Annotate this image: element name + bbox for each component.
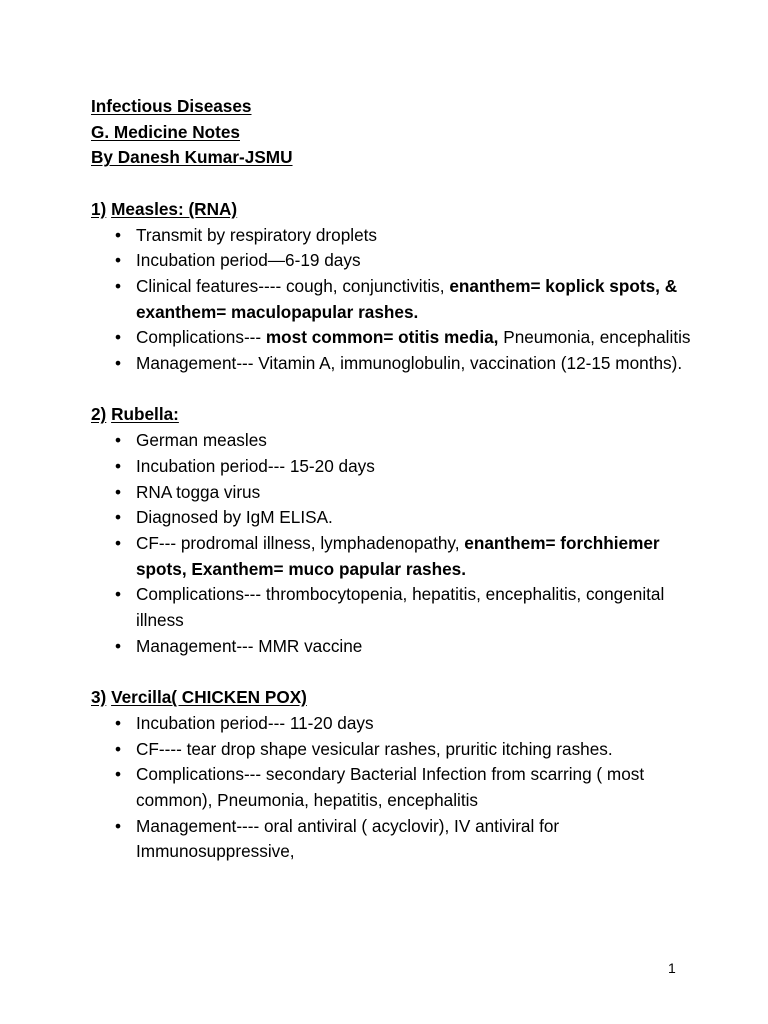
bullet-item [91,762,691,813]
bullet-item [91,634,691,660]
sections-container [91,197,691,865]
bullet-item [91,737,691,763]
bullet-text: Clinical features---- cough, conjunctivitis, [136,275,450,296]
bullet-item [91,711,691,737]
bullet-dot-icon: • [115,250,122,271]
section-number: 2) [91,404,107,425]
section-title: Rubella: [111,404,179,425]
bullet-dot-icon: • [115,532,122,553]
bullet-text: RNA togga virus [136,481,261,502]
bullet-item [91,531,691,582]
bullet-text-bold: enanthem= forchhiemer spots, Exanthem= muco papular rashes. [136,532,660,579]
bullet-item [91,223,691,249]
bullet-item [91,454,691,480]
header-spacer [91,171,691,197]
bullet-dot-icon: • [115,275,122,296]
bullet-item [91,814,691,865]
section-title: Vercilla( CHICKEN POX) [111,687,307,708]
bullet-item [91,325,691,351]
document-page [91,94,691,865]
bullet-item [91,428,691,454]
document-subtitle: G. Medicine Notes [91,121,240,142]
bullet-text: CF--- prodromal illness, lymphadenopathy, [136,532,465,553]
bullet-list [91,711,691,865]
bullet-dot-icon: • [115,764,122,785]
bullet-dot-icon: • [115,738,122,759]
bullet-list [91,428,691,659]
section-number: 1) [91,198,107,219]
bullet-text: German measles [136,430,267,451]
section [91,685,691,865]
bullet-text: Management--- Vitamin A, immunoglobulin, vaccination (12-15 months). [136,353,683,374]
bullet-item [91,248,691,274]
section-number: 3) [91,687,107,708]
bullet-dot-icon: • [115,584,122,605]
page-number: 1 [668,960,676,976]
bullet-dot-icon: • [115,430,122,451]
section-title: Measles: (RNA) [111,198,238,219]
bullet-dot-icon: • [115,481,122,502]
section [91,197,691,377]
bullet-text: Management--- MMR vaccine [136,635,363,656]
bullet-item [91,351,691,377]
bullet-text: CF---- tear drop shape vesicular rashes, pruritic itching rashes. [136,738,613,759]
bullet-dot-icon: • [115,353,122,374]
document-title: Infectious Diseases [91,96,252,116]
section-spacer [91,377,691,403]
bullet-item [91,480,691,506]
bullet-text: Incubation period--- 11-20 days [136,712,374,733]
bullet-list [91,223,691,377]
bullet-text: Complications--- thrombocytopenia, hepatitis, encephalitis, congenital illness [136,584,665,631]
bullet-item [91,505,691,531]
bullet-dot-icon: • [115,507,122,528]
bullet-dot-icon: • [115,815,122,836]
section-heading [91,197,691,223]
bullet-text: Diagnosed by IgM ELISA. [136,507,333,528]
bullet-text: Complications--- [136,327,266,348]
bullet-dot-icon: • [115,712,122,733]
section-heading [91,685,691,711]
bullet-text: Pneumonia, encephalitis [498,327,691,348]
bullet-dot-icon: • [115,224,122,245]
bullet-text: Complications--- secondary Bacterial Infection from scarring ( most common), Pneumonia, hepatitis, encephalitis [136,764,645,810]
section-heading [91,402,691,428]
bullet-text-bold: enanthem= koplick spots, & exanthem= maculopapular rashes. [136,275,678,322]
bullet-dot-icon: • [115,327,122,348]
bullet-text: Incubation period--- 15-20 days [136,455,375,476]
bullet-dot-icon: • [115,635,122,656]
section [91,402,691,659]
bullet-text: Transmit by respiratory droplets [136,224,378,245]
document-author: By Danesh Kumar-JSMU [91,147,293,168]
bullet-text-bold: most common= otitis media, [265,327,499,348]
section-spacer [91,659,691,685]
bullet-text: Incubation period—6-19 days [136,250,361,271]
bullet-item [91,274,691,325]
bullet-text: Management---- oral antiviral ( acyclovir), IV antiviral for Immunosuppressive, [136,815,560,862]
bullet-dot-icon: • [115,455,122,476]
bullet-item [91,582,691,633]
